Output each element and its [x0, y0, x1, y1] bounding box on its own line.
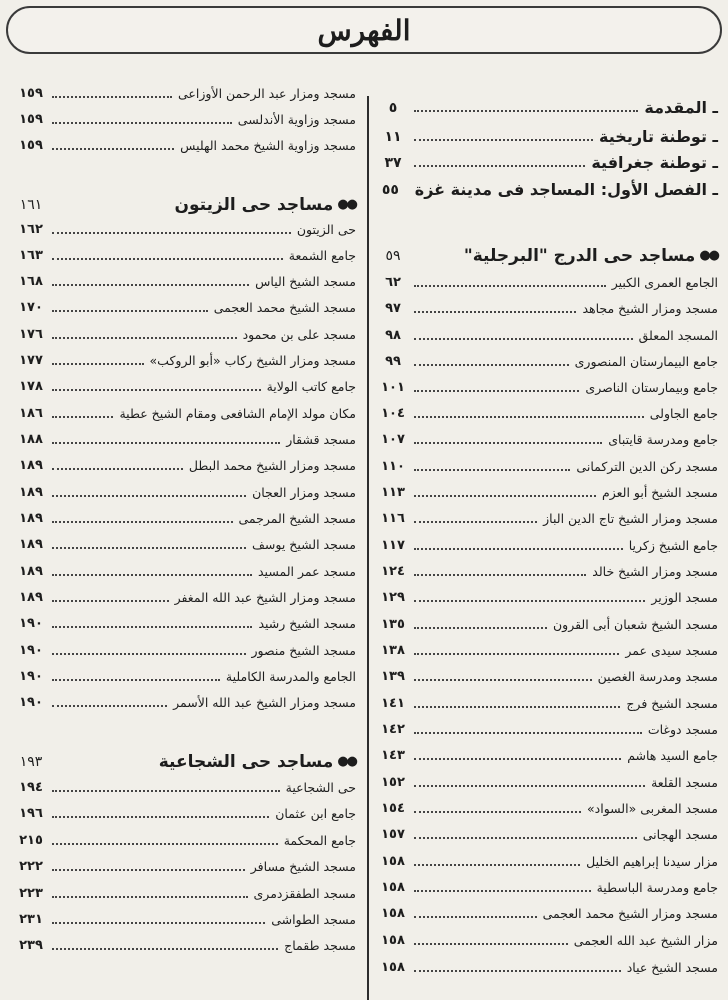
toc-entry-label: مسجد ومزار الشيخ خالد [592, 564, 718, 579]
toc-page-number: ١٨٩ [19, 458, 43, 473]
dot-leader [414, 311, 576, 313]
toc-entry-label: مساجد حى الزيتون [174, 195, 334, 215]
toc-section-heading [378, 236, 718, 264]
dot-leader [414, 338, 633, 340]
toc-entry [378, 344, 718, 370]
toc-entry [378, 528, 718, 554]
toc-entry-label: مسجد وزاوية الأندلسى [237, 112, 356, 127]
dot-leader [414, 916, 537, 918]
toc-entry-label: مسجد ومزار الشيخ محمد البطل [188, 458, 356, 473]
dot-leader [414, 706, 620, 708]
dot-leader [52, 869, 245, 871]
toc-entry [378, 607, 718, 633]
dot-leader [52, 547, 246, 549]
toc-entry-label: جامع وبيمارستان الناصرى [585, 380, 718, 395]
dot-leader [414, 548, 623, 550]
toc-page-number: ١١٣ [381, 485, 405, 500]
toc-page-number: ١٧٧ [19, 353, 43, 368]
toc-entry-label: ـ المقدمة [644, 98, 718, 117]
dot-leader [414, 758, 621, 760]
page-title: الفهرس [317, 13, 411, 47]
toc-entry-label: مسجد الشيخ منصور [251, 643, 356, 658]
toc-page-number: ١٣٥ [381, 617, 405, 632]
toc-entry-label: الجامع العمرى الكبير [611, 275, 718, 290]
toc-entry-label: مكان مولد الإمام الشافعى ومقام الشيخ عطية [119, 406, 356, 421]
toc-entry [378, 501, 718, 527]
column-divider [367, 96, 369, 1000]
toc-page-number: ١٥٨ [381, 906, 405, 921]
toc-entry [16, 849, 356, 875]
toc-entry-label: مساجد حى الدرج "البرجلية" [463, 246, 696, 266]
toc-page-number: ٩٩ [385, 354, 401, 369]
toc-entry-label: مزار سيدنا إبراهيم الخليل [586, 854, 718, 869]
toc-entry [16, 796, 356, 822]
dot-leader [414, 600, 645, 602]
toc-entry [16, 422, 356, 448]
toc-entry-label: مسجد سيدى عمر [625, 643, 718, 658]
toc-entry-label: مسجد عمر المسيد [258, 564, 356, 579]
dot-leader [414, 653, 619, 655]
dot-leader [414, 521, 537, 523]
toc-entry-label: مسجد الطواشى [271, 912, 356, 927]
dot-leader [52, 416, 113, 418]
dot-leader [414, 627, 547, 629]
toc-page-number: ١٥٩ [19, 138, 43, 153]
toc-page-number: ١٩٣ [19, 754, 43, 770]
toc-entry [378, 475, 718, 501]
toc-entry [378, 765, 718, 791]
toc-page-number: ١٢٩ [381, 590, 405, 605]
toc-page-number: ١٠٧ [381, 432, 405, 447]
toc-entry-label: مسجد الطفقزدمرى [253, 886, 356, 901]
toc-entry-label: مسجد ومزار الشيخ ركاب «أبو الروكب» [149, 353, 356, 368]
toc-page-number: ١١٦ [381, 511, 405, 526]
toc-entry-label: مسجد الشيخ مسافر [250, 859, 356, 874]
dot-leader [52, 148, 174, 150]
dot-leader [52, 363, 144, 365]
toc-page-number: ١٤٢ [381, 722, 405, 737]
toc-entry [16, 128, 356, 154]
toc-entry-label: حى الشجاعية [285, 780, 356, 795]
toc-entry [16, 527, 356, 553]
toc-page-number: ١٨٩ [19, 564, 43, 579]
toc-entry [16, 102, 356, 128]
toc-page-number: ١٥٤ [381, 801, 405, 816]
toc-entry [378, 265, 718, 291]
dot-leader [52, 337, 237, 339]
toc-entry-label: مسجد الوزير [651, 590, 718, 605]
bullet-icon: ●● [337, 197, 356, 212]
toc-entry [378, 950, 718, 976]
dot-leader [414, 785, 645, 787]
toc-entry [16, 238, 356, 264]
dot-leader [52, 122, 232, 124]
toc-entry [378, 870, 718, 896]
toc-entry-label: جامع كاتب الولاية [266, 379, 356, 394]
toc-entry [16, 633, 356, 659]
dot-leader [52, 468, 183, 470]
dot-leader [52, 705, 167, 707]
toc-page-number: ١٦١ [19, 197, 43, 213]
toc-entry-label: مسجد قشقار [286, 432, 356, 447]
toc-page-number: ١٦٢ [19, 222, 43, 237]
toc-entry [378, 291, 718, 317]
toc-entry [378, 738, 718, 764]
toc-entry [16, 659, 356, 685]
dot-leader [414, 110, 638, 112]
toc-entry-label: جامع السيد هاشم [627, 748, 718, 763]
toc-entry [16, 823, 356, 849]
dot-leader [52, 790, 280, 792]
toc-entry [378, 172, 718, 198]
dot-leader [52, 521, 233, 523]
toc-entry-label: مسجد الشيخ يوسف [251, 537, 356, 552]
toc-entry-label: جامع المحكمة [283, 833, 356, 848]
toc-page-number: ١٧٦ [19, 327, 43, 342]
toc-page-number: ١١ [384, 129, 402, 145]
toc-entry-label: مسجد ومزار الشيخ عبد الله الأسمر [173, 695, 356, 710]
toc-page-number: ٦٢ [385, 275, 401, 290]
toc-page-number: ١٥٨ [381, 960, 405, 975]
dot-leader [414, 139, 593, 141]
toc-entry-label: مسجد على بن محمود [242, 327, 356, 342]
toc-page-number: ١٨٩ [19, 485, 43, 500]
toc-entry [378, 791, 718, 817]
toc-page-number: ١٦٣ [19, 248, 43, 263]
toc-entry-label: الجامع والمدرسة الكاملية [225, 669, 356, 684]
toc-entry [16, 369, 356, 395]
toc-entry [16, 317, 356, 343]
dot-leader [52, 626, 252, 628]
toc-page-number: ١١٠ [381, 459, 405, 474]
toc-entry [16, 212, 356, 238]
toc-page-number: ٥ [388, 100, 398, 116]
toc-entry-label: حى الزيتون [296, 222, 356, 237]
dot-leader [52, 653, 246, 655]
toc-page-number: ١٣٨ [381, 643, 405, 658]
toc-entry-label: ـ توطنة تاريخية [599, 127, 718, 146]
toc-page-number: ١٨٨ [19, 432, 43, 447]
dot-leader [52, 310, 208, 312]
toc-entry [16, 606, 356, 632]
dot-leader [52, 843, 278, 845]
toc-entry-label: مسجد ركن الدين التركمانى [576, 459, 718, 474]
toc-page-number: ٢٢٣ [19, 886, 43, 901]
dot-leader [52, 896, 248, 898]
toc-section-heading [16, 742, 356, 770]
toc-entry-label: ـ توطنة جغرافية [591, 153, 718, 172]
dot-leader [414, 442, 602, 444]
toc-page-number: ١٨٩ [19, 511, 43, 526]
toc-page-number: ١٩٠ [19, 669, 43, 684]
toc-entry-label: مسجد ومزار الشيخ مجاهد [582, 301, 718, 316]
toc-entry-label: جامع الشمعة [288, 248, 356, 263]
toc-page-number: ٩٨ [385, 328, 401, 343]
toc-page-number: ١٥٩ [19, 86, 43, 101]
toc-page-number: ١٩٤ [19, 780, 43, 795]
toc-entry [378, 817, 718, 843]
dot-leader [52, 816, 269, 818]
dot-leader [52, 258, 283, 260]
toc-entry-label: جامع ومدرسة قايتباى [608, 432, 718, 447]
dot-leader [52, 442, 280, 444]
toc-page-number: ١٩٠ [19, 695, 43, 710]
dot-leader [52, 679, 220, 681]
toc-page-number: ٢٣٩ [19, 938, 43, 953]
toc-page-number: ١٤١ [381, 696, 405, 711]
toc-entry [16, 902, 356, 928]
toc-entry [378, 844, 718, 870]
dot-leader [52, 96, 172, 98]
toc-page-number: ١٢٤ [381, 564, 405, 579]
toc-entry-label: مسجد الشيخ رشيد [258, 616, 356, 631]
dot-leader [414, 890, 591, 892]
toc-entry [378, 712, 718, 738]
toc-entry-label: مسجد ومدرسة الغصين [597, 669, 718, 684]
toc-page-number: ١٣٩ [381, 669, 405, 684]
toc-entry-label: مسجد دوغات [647, 722, 718, 737]
dot-leader [414, 165, 585, 167]
toc-page-number: ١٨٩ [19, 537, 43, 552]
dot-leader [52, 948, 278, 950]
toc-entry [378, 580, 718, 606]
toc-entry-label: مسجد ومزار الشيخ تاج الدين الباز [543, 511, 718, 526]
dot-leader [414, 364, 569, 366]
dot-leader [414, 416, 644, 418]
toc-page-number: ١٥٩ [19, 112, 43, 127]
toc-entry-label: جامع ابن عثمان [275, 806, 356, 821]
dot-leader [414, 574, 586, 576]
toc-entry-label: مساجد حى الشجاعية [158, 752, 334, 772]
toc-entry [16, 580, 356, 606]
toc-entry-label: مسجد ومزار عبد الرحمن الأوزاعى [178, 86, 356, 101]
toc-page-number: ٥٩ [385, 248, 401, 264]
toc-entry-label: مسجد ومزار العجان [252, 485, 356, 500]
toc-entry-label: مسجد الشيخ أبو العزم [601, 485, 718, 500]
toc-page-number: ٢١٥ [19, 833, 43, 848]
dot-leader [414, 732, 642, 734]
toc-entry [378, 370, 718, 396]
dot-leader [52, 284, 249, 286]
toc-entry [378, 923, 718, 949]
bullet-icon: ●● [337, 754, 356, 769]
toc-page-number: ١٨٩ [19, 590, 43, 605]
dot-leader [414, 390, 579, 392]
toc-entry [378, 554, 718, 580]
dot-leader [414, 943, 568, 945]
toc-entry [16, 475, 356, 501]
toc-page-number: ٢٢٢ [19, 859, 43, 874]
toc-page-number: ١٩٠ [19, 616, 43, 631]
toc-entry [16, 770, 356, 796]
dot-leader [52, 495, 246, 497]
toc-entry-label: المسجد المعلق [638, 328, 718, 343]
toc-entry [378, 145, 718, 171]
bullet-icon: ●● [699, 248, 718, 263]
toc-page-number: ١٩٠ [19, 643, 43, 658]
toc-entry-label: مسجد الشيخ شعبان أبى القرون [553, 617, 718, 632]
toc-page-number: ٢٣١ [19, 912, 43, 927]
toc-page-number: ١٦٨ [19, 274, 43, 289]
dot-leader [414, 679, 592, 681]
toc-entry [16, 554, 356, 580]
toc-entry-label: مسجد الشيخ عياد [626, 960, 718, 975]
toc-entry [378, 396, 718, 422]
toc-page-number: ١٧٨ [19, 379, 43, 394]
dot-leader [414, 970, 621, 972]
dot-leader [414, 285, 606, 287]
toc-entry [378, 318, 718, 344]
dot-leader [52, 574, 252, 576]
toc-entry [378, 659, 718, 685]
toc-entry-label: مسجد وزاوية الشيخ محمد الهليس [180, 138, 356, 153]
toc-page-number: ١٥٨ [381, 933, 405, 948]
dot-leader [52, 232, 291, 234]
toc-entry-label: مسجد الشيخ الياس [255, 274, 356, 289]
toc-page-number: ١٥٧ [381, 827, 405, 842]
toc-entry-label: ـ الفصل الأول: المساجد فى مدينة غزة [414, 180, 718, 199]
toc-page-number: ١٥٨ [381, 854, 405, 869]
toc-entry [16, 501, 356, 527]
toc-entry-label: مسجد ومزار الشيخ محمد العجمى [542, 906, 718, 921]
toc-page-number: ١٩٦ [19, 806, 43, 821]
toc-entry [16, 876, 356, 902]
toc-entry [16, 396, 356, 422]
toc-entry-label: جامع البيمارستان المنصورى [574, 354, 718, 369]
toc-entry-label: مسجد القلعة [651, 775, 718, 790]
toc-entry-label: مسجد الشيخ محمد العجمى [213, 300, 356, 315]
toc-entry [16, 928, 356, 954]
dot-leader [414, 469, 570, 471]
toc-page-number: ٣٧ [384, 155, 402, 171]
toc-page-number: ١١٧ [381, 538, 405, 553]
toc-entry [16, 290, 356, 316]
toc-section-heading [16, 185, 356, 213]
toc-page-number: ١٨٦ [19, 406, 43, 421]
toc-page-number: ٥٥ [381, 182, 399, 198]
toc-entry-label: مسجد الهجانى [642, 827, 718, 842]
toc-page-number: ١٥٢ [381, 775, 405, 790]
toc-entry [16, 264, 356, 290]
toc-entry-label: جامع الشيخ زكريا [628, 538, 718, 553]
toc-page-number: ١٥٨ [381, 880, 405, 895]
dot-leader [52, 389, 261, 391]
toc-page-number: ١٤٣ [381, 748, 405, 763]
dot-leader [414, 811, 581, 813]
toc-entry [378, 633, 718, 659]
toc-entry-label: مسجد الشيخ المرجمى [238, 511, 356, 526]
toc-entry [378, 90, 718, 116]
toc-entry [378, 119, 718, 145]
toc-entry [16, 76, 356, 102]
dot-leader [52, 922, 265, 924]
toc-entry [378, 422, 718, 448]
dot-leader [414, 495, 596, 497]
toc-entry-label: جامع ومدرسة الباسطية [596, 880, 718, 895]
toc-entry-label: مسجد طقماج [284, 938, 356, 953]
toc-entry [16, 685, 356, 711]
toc-entry [378, 896, 718, 922]
dot-leader [414, 837, 637, 839]
dot-leader [414, 864, 580, 866]
toc-entry-label: مسجد المغربى «السواد» [587, 801, 718, 816]
toc-entry [378, 449, 718, 475]
toc-entry [378, 686, 718, 712]
toc-page-number: ١٠٤ [381, 406, 405, 421]
toc-entry [16, 343, 356, 369]
toc-page-number: ١٧٠ [19, 300, 43, 315]
toc-page-number: ١٠١ [381, 380, 405, 395]
toc-entry-label: مسجد ومزار الشيخ عبد الله المغفر [174, 590, 356, 605]
title-banner [6, 6, 722, 54]
toc-entry [16, 448, 356, 474]
toc-entry-label: مزار الشيخ عبد الله العجمى [573, 933, 718, 948]
toc-page-number: ٩٧ [385, 301, 401, 316]
dot-leader [52, 600, 169, 602]
toc-entry-label: جامع الجاولى [649, 406, 718, 421]
toc-entry-label: مسجد الشيخ فرج [626, 696, 718, 711]
